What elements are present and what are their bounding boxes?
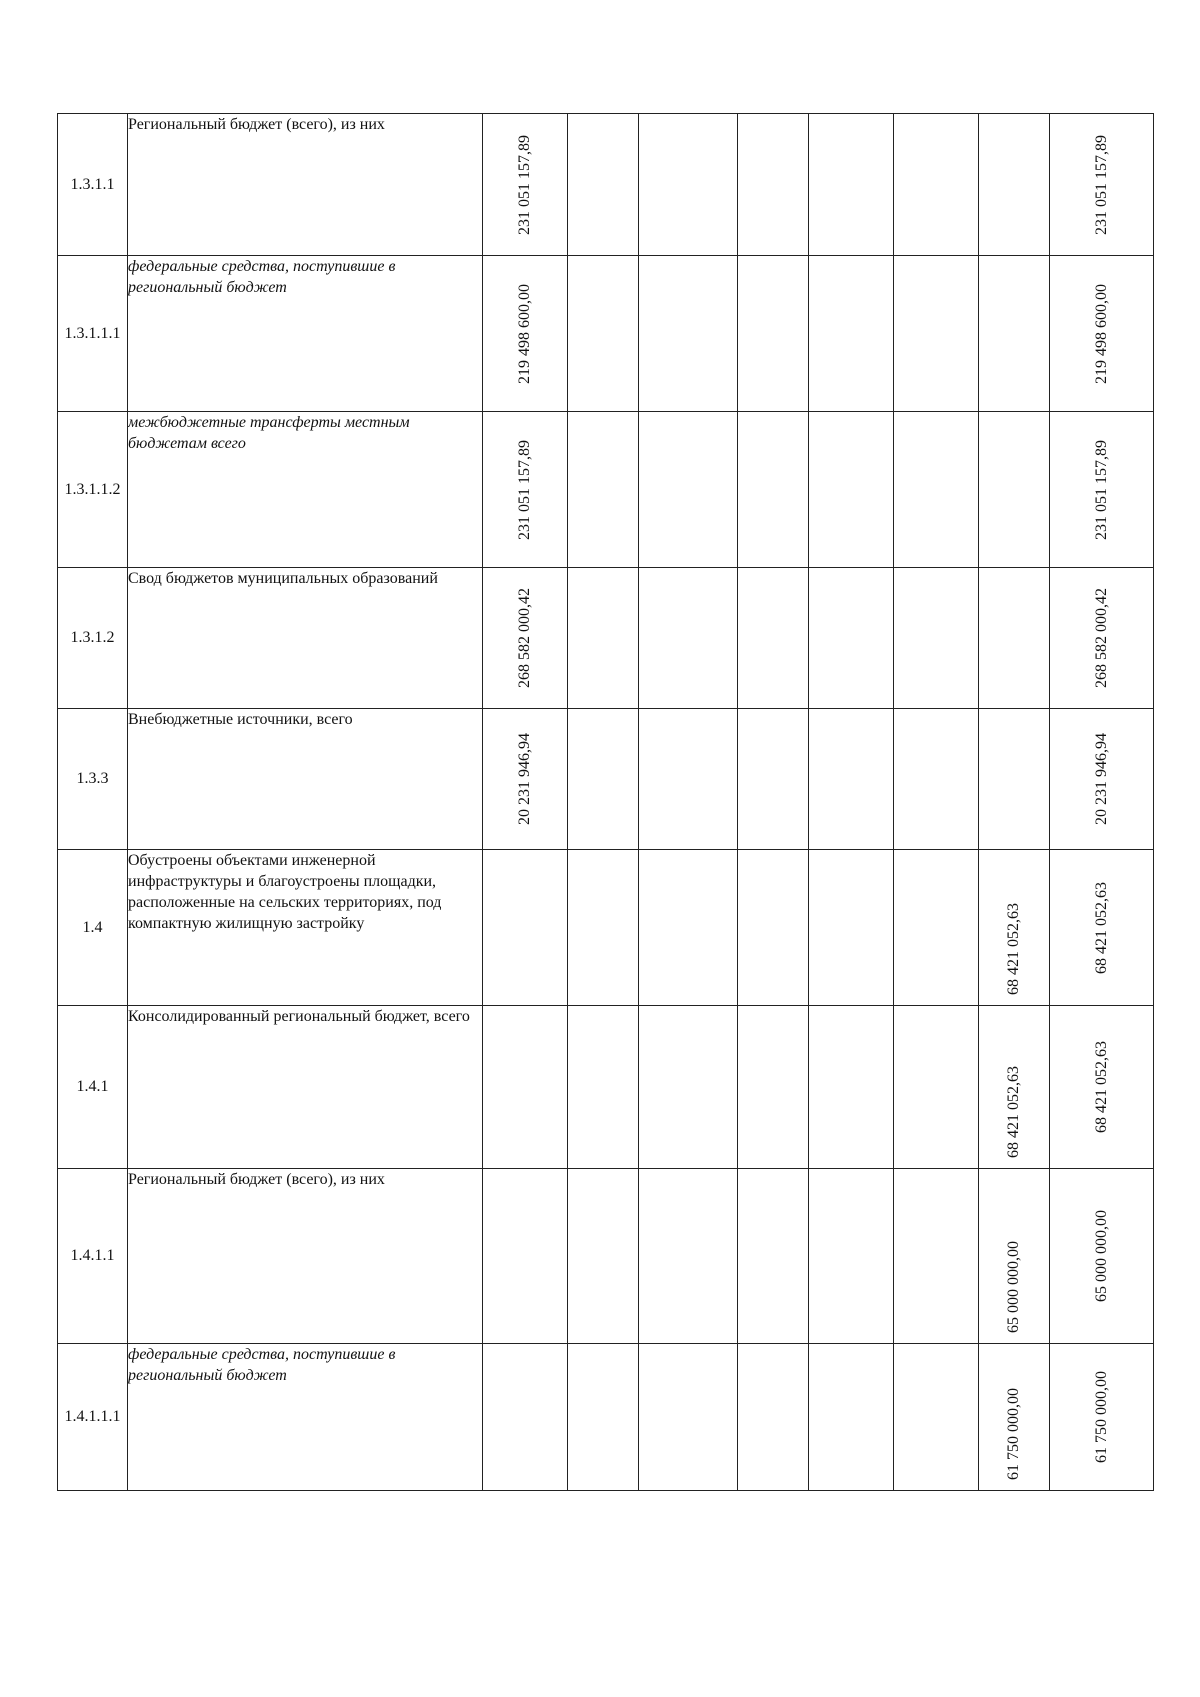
amount-cell	[639, 850, 738, 1006]
amount-value: 219 498 600,00	[516, 283, 533, 384]
row-code: 1.3.1.1.1	[58, 256, 128, 412]
amount-cell	[894, 1169, 979, 1344]
amount-value: 65 000 000,00	[1092, 1210, 1110, 1302]
amount-cell	[738, 1169, 809, 1344]
amount-cell	[738, 256, 809, 412]
amount-cell	[979, 1344, 1050, 1491]
amount-value: 268 582 000,42	[1092, 588, 1110, 688]
amount-cell	[568, 568, 639, 709]
amount-cell	[979, 850, 1050, 1006]
amount-cell	[639, 256, 738, 412]
amount-cell	[809, 256, 894, 412]
row-description: межбюджетные трансферты местным бюджетам всего	[128, 412, 483, 568]
amount-cell	[639, 1006, 738, 1169]
table-row	[58, 1169, 1154, 1344]
row-description: Региональный бюджет (всего), из них	[128, 114, 483, 256]
amount-cell	[1050, 114, 1154, 256]
amount-value: 68 421 052,63	[1092, 1041, 1110, 1133]
row-description: Консолидированный региональный бюджет, всего	[128, 1006, 483, 1169]
amount-cell	[894, 412, 979, 568]
amount-cell	[738, 412, 809, 568]
amount-cell	[568, 850, 639, 1006]
row-description: Внебюджетные источники, всего	[128, 709, 483, 850]
amount-cell	[1050, 709, 1154, 850]
amount-cell	[483, 850, 568, 1006]
amount-cell	[809, 1344, 894, 1491]
amount-value: 61 750 000,00	[1092, 1371, 1110, 1463]
amount-cell	[483, 114, 568, 256]
amount-cell	[894, 1006, 979, 1169]
amount-value: 219 498 600,00	[1092, 283, 1110, 384]
amount-cell	[568, 1169, 639, 1344]
amount-cell	[738, 1006, 809, 1169]
table-row	[58, 850, 1154, 1006]
amount-cell	[639, 709, 738, 850]
amount-cell	[738, 568, 809, 709]
amount-value: 61 750 000,00	[1005, 1388, 1022, 1480]
row-description: федеральные средства, поступившие в региональный бюджет	[128, 256, 483, 412]
row-description: Обустроены объектами инженерной инфраструктуры и благоустроены площадки, расположенные на сельских территориях, под компактную жилищную застройку	[128, 850, 483, 1006]
amount-cell	[738, 709, 809, 850]
amount-value: 268 582 000,42	[516, 588, 533, 688]
table-row	[58, 412, 1154, 568]
amount-cell	[809, 1169, 894, 1344]
amount-cell	[894, 568, 979, 709]
amount-cell	[639, 1344, 738, 1491]
table-row	[58, 1006, 1154, 1169]
table-row	[58, 114, 1154, 256]
amount-value: 20 231 946,94	[1092, 733, 1110, 825]
amount-cell	[568, 1006, 639, 1169]
row-code: 1.4.1	[58, 1006, 128, 1169]
amount-cell	[483, 1006, 568, 1169]
amount-cell	[809, 568, 894, 709]
amount-cell	[1050, 850, 1154, 1006]
amount-cell	[738, 114, 809, 256]
table-row	[58, 709, 1154, 850]
amount-cell	[894, 709, 979, 850]
amount-cell	[568, 412, 639, 568]
row-code: 1.4.1.1	[58, 1169, 128, 1344]
amount-cell	[1050, 256, 1154, 412]
row-description: федеральные средства, поступившие в региональный бюджет	[128, 1344, 483, 1491]
amount-cell	[568, 256, 639, 412]
amount-cell	[979, 568, 1050, 709]
amount-cell	[979, 256, 1050, 412]
amount-cell	[809, 709, 894, 850]
amount-cell	[809, 850, 894, 1006]
row-code: 1.3.1.2	[58, 568, 128, 709]
amount-cell	[1050, 568, 1154, 709]
amount-cell	[483, 412, 568, 568]
table-row	[58, 568, 1154, 709]
table-row	[58, 256, 1154, 412]
amount-cell	[483, 568, 568, 709]
amount-value: 68 421 052,63	[1092, 881, 1110, 974]
amount-value: 231 051 157,89	[1092, 134, 1110, 235]
amount-cell	[894, 1344, 979, 1491]
amount-cell	[483, 256, 568, 412]
amount-cell	[738, 850, 809, 1006]
row-code: 1.3.1.1	[58, 114, 128, 256]
amount-cell	[1050, 412, 1154, 568]
amount-cell	[483, 1169, 568, 1344]
amount-cell	[568, 709, 639, 850]
amount-cell	[894, 850, 979, 1006]
row-code: 1.4	[58, 850, 128, 1006]
amount-cell	[979, 709, 1050, 850]
amount-cell	[1050, 1344, 1154, 1491]
amount-cell	[639, 114, 738, 256]
amount-value: 68 421 052,63	[1005, 1066, 1022, 1158]
amount-cell	[809, 114, 894, 256]
row-description: Свод бюджетов муниципальных образований	[128, 568, 483, 709]
amount-value: 68 421 052,63	[1005, 903, 1022, 995]
amount-cell	[1050, 1169, 1154, 1344]
amount-value: 231 051 157,89	[1092, 439, 1110, 540]
amount-cell	[639, 1169, 738, 1344]
amount-value: 20 231 946,94	[516, 733, 533, 825]
amount-value: 231 051 157,89	[516, 134, 533, 235]
amount-cell	[639, 568, 738, 709]
amount-cell	[738, 1344, 809, 1491]
row-code: 1.4.1.1.1	[58, 1344, 128, 1491]
table-body	[58, 114, 1154, 1491]
amount-cell	[979, 114, 1050, 256]
amount-cell	[483, 1344, 568, 1491]
amount-cell	[894, 114, 979, 256]
amount-cell	[809, 412, 894, 568]
table-row	[58, 1344, 1154, 1491]
amount-cell	[809, 1006, 894, 1169]
amount-cell	[639, 412, 738, 568]
amount-cell	[979, 1169, 1050, 1344]
amount-cell	[483, 709, 568, 850]
row-description: Региональный бюджет (всего), из них	[128, 1169, 483, 1344]
row-code: 1.3.3	[58, 709, 128, 850]
row-code: 1.3.1.1.2	[58, 412, 128, 568]
budget-table	[57, 113, 1154, 1491]
amount-cell	[979, 1006, 1050, 1169]
amount-cell	[894, 256, 979, 412]
amount-cell	[1050, 1006, 1154, 1169]
amount-cell	[568, 114, 639, 256]
amount-value: 65 000 000,00	[1005, 1241, 1022, 1333]
amount-value: 231 051 157,89	[516, 439, 533, 540]
amount-cell	[979, 412, 1050, 568]
amount-cell	[568, 1344, 639, 1491]
